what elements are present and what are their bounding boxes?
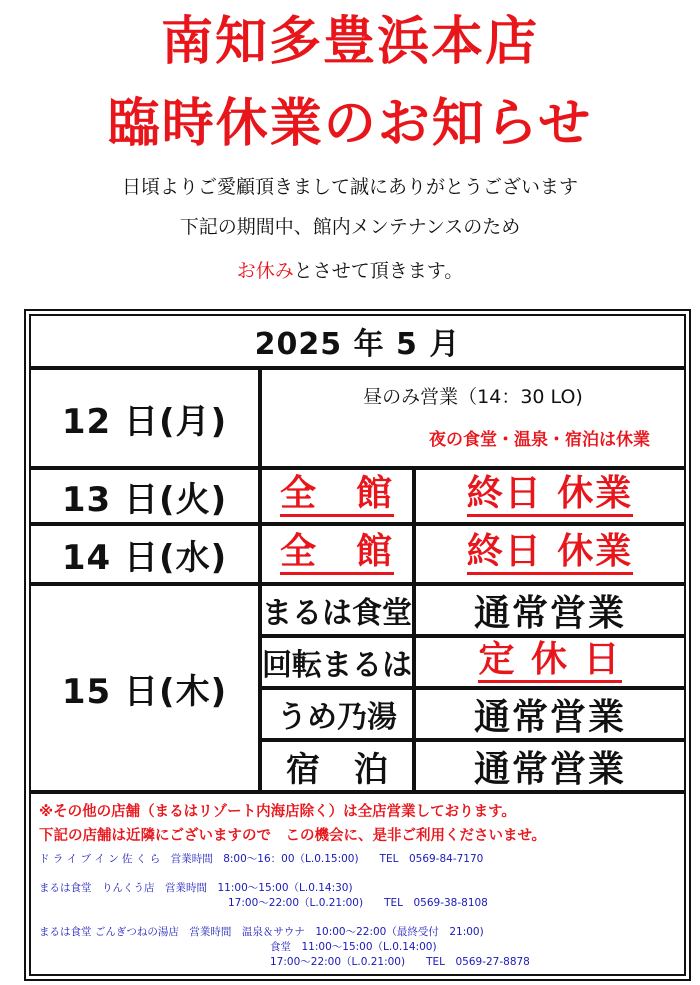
day12-detail — [260, 368, 686, 468]
shop-status-lodging: 通常営業 — [414, 740, 686, 792]
store-drive-in-sakura: ド ラ イ ブ イ ン 佐 く ら 営業時間 8:00～16：00（L.0.15:00) TEL 0569-84-7170 — [39, 853, 484, 865]
night-closed-note: 夜の食堂・温泉・宿泊は休業 — [429, 430, 650, 450]
date-cell-15: 15 日(木) — [29, 584, 260, 792]
intro-line-3-rest: とさせて頂きます。 — [293, 260, 464, 282]
intro-line-1: 日頃よりご愛顧頂きまして誠にありがとうございます — [121, 176, 578, 198]
schedule-table — [24, 309, 691, 981]
day13-scope: 全 館 — [260, 468, 414, 524]
date-cell-13: 13 日(火) — [29, 468, 260, 524]
shop-name-maruha: まるは食堂 — [260, 584, 414, 636]
date-cell-14: 14 日(水) — [29, 524, 260, 584]
shop-status-kaiten: 定 休 日 — [414, 636, 686, 688]
store-rinku-hours-1: まるは食堂 りんくう店 営業時間 11:00～15:00（L.0.14:30) — [39, 882, 353, 894]
store-gongitsune-hours-2: 食堂 11:00～15:00（L.0.14:00) — [39, 941, 437, 953]
day13-status: 終日 休業 — [414, 468, 686, 524]
page-title-notice: 臨時休業のお知らせ — [107, 94, 593, 154]
page-title-store: 南知多豊浜本店 — [160, 12, 539, 72]
date-cell-12: 12 日(月) — [29, 368, 260, 468]
notes-box — [29, 792, 686, 976]
shop-name-umenoyu: うめ乃湯 — [260, 688, 414, 740]
day14-scope: 全 館 — [260, 524, 414, 584]
intro-line-3 — [0, 258, 700, 284]
shop-name-kaiten: 回転まるは — [260, 636, 414, 688]
day14-status: 終日 休業 — [414, 524, 686, 584]
intro-closure-word: お休み — [236, 260, 294, 282]
other-stores-note: ※その他の店舗（まるはリゾート内海店除く）は全店営業しております。 — [39, 804, 516, 820]
store-rinku-hours-2: 17:00～22:00（L.0.21:00) TEL 0569-38-8108 — [39, 897, 488, 909]
month-header: 2025 年 5 月 — [29, 314, 686, 368]
shop-status-umenoyu: 通常営業 — [414, 688, 686, 740]
intro-line-2: 下記の期間中、館内メンテナンスのため — [179, 216, 521, 238]
nearby-stores-note: 下記の店舗は近隣にございますので この機会に、是非ご利用くださいませ。 — [39, 828, 547, 844]
lunch-only-note: 昼のみ営業（14：30 LO) — [363, 386, 583, 408]
store-gongitsune-hours-1: まるは食堂 ごんぎつねの湯店 営業時間 温泉＆サウナ 10:00～22:00（最終受付 21:00) — [39, 926, 484, 938]
shop-status-maruha: 通常営業 — [414, 584, 686, 636]
store-gongitsune-hours-3: 17:00～22:00（L.0.21:00) TEL 0569-27-8878 — [39, 956, 530, 968]
shop-name-lodging: 宿 泊 — [260, 740, 414, 792]
